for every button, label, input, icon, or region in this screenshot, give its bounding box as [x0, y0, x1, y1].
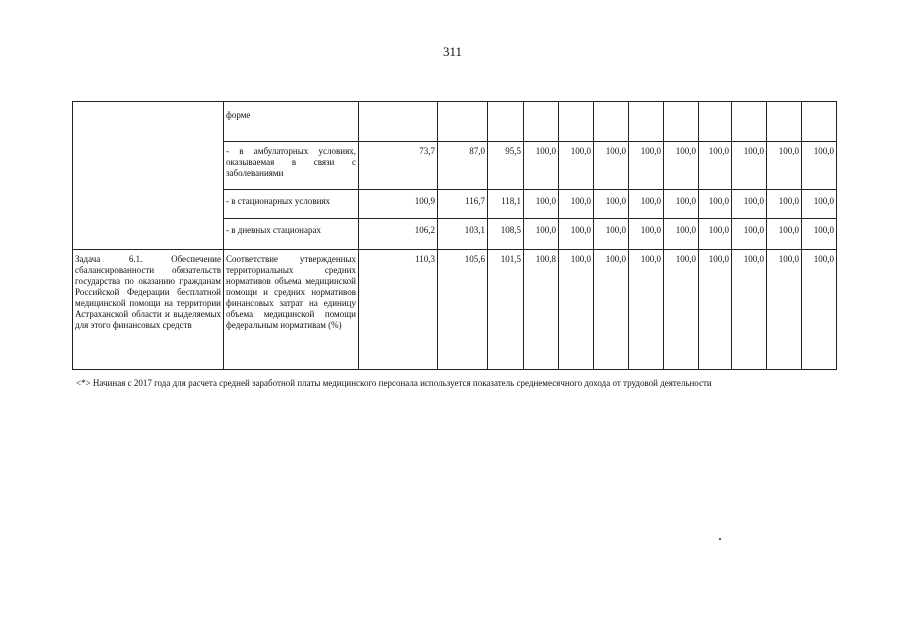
value-cell: 100,9	[359, 190, 438, 219]
value-cell	[559, 102, 594, 142]
task-cell: Задача 6.1. Обеспечение сбалансированности обязательств государства по оказанию гражданам Российской Федерации бесплатной медицинской помощи на территории Астраханской области и выделяемых для этого финансовых средств	[73, 250, 224, 370]
value-cell: 100,0	[802, 250, 837, 370]
value-cell: 105,6	[438, 250, 488, 370]
value-cell: 100,0	[594, 219, 629, 250]
indicator-cell: форме	[224, 102, 359, 142]
value-cell: 116,7	[438, 190, 488, 219]
value-cell	[359, 102, 438, 142]
value-cell	[767, 102, 802, 142]
value-cell: 100,0	[699, 142, 732, 190]
value-cell: 100,0	[559, 250, 594, 370]
value-cell: 100,0	[594, 190, 629, 219]
value-cell	[524, 102, 559, 142]
value-cell: 100,0	[732, 250, 767, 370]
indicators-table	[72, 101, 837, 370]
table-row	[73, 250, 837, 370]
value-cell	[488, 102, 524, 142]
value-cell: 100,0	[802, 190, 837, 219]
value-cell: 100,0	[594, 142, 629, 190]
value-cell: 100,0	[664, 219, 699, 250]
value-cell	[802, 102, 837, 142]
value-cell: 100,0	[524, 142, 559, 190]
value-cell: 100,0	[767, 142, 802, 190]
value-cell: 100,0	[732, 142, 767, 190]
value-cell: 100,0	[629, 142, 664, 190]
value-cell: 100,0	[524, 219, 559, 250]
value-cell: 100,0	[629, 250, 664, 370]
value-cell: 100,0	[664, 142, 699, 190]
value-cell: 100,0	[767, 190, 802, 219]
scan-speck	[719, 538, 721, 540]
page-number: 311	[442, 44, 463, 59]
value-cell: 101,5	[488, 250, 524, 370]
value-cell: 73,7	[359, 142, 438, 190]
value-cell: 100,0	[802, 219, 837, 250]
footnote: <*> Начиная с 2017 года для расчета средней заработной платы медицинского персонала используется показатель среднемесячного дохода от трудовой деятельности	[76, 378, 712, 388]
table-row	[73, 102, 837, 142]
value-cell: 100,0	[767, 250, 802, 370]
value-cell: 100,0	[732, 219, 767, 250]
task-cell-empty	[73, 102, 224, 250]
value-cell: 100,0	[594, 250, 629, 370]
indicator-cell: - в амбулаторных условиях, оказываемая в связи с заболеваниями	[224, 142, 359, 190]
value-cell	[594, 102, 629, 142]
value-cell: 100,0	[732, 190, 767, 219]
value-cell: 100,0	[629, 219, 664, 250]
value-cell: 108,5	[488, 219, 524, 250]
indicator-cell: - в стационарных условиях	[224, 190, 359, 219]
value-cell: 100,0	[664, 190, 699, 219]
value-cell	[699, 102, 732, 142]
value-cell: 100,0	[559, 142, 594, 190]
value-cell	[664, 102, 699, 142]
value-cell: 87,0	[438, 142, 488, 190]
value-cell: 110,3	[359, 250, 438, 370]
value-cell: 100,8	[524, 250, 559, 370]
value-cell: 103,1	[438, 219, 488, 250]
indicator-cell: - в дневных стационарах	[224, 219, 359, 250]
value-cell: 100,0	[699, 250, 732, 370]
value-cell: 100,0	[664, 250, 699, 370]
value-cell	[629, 102, 664, 142]
value-cell: 100,0	[767, 219, 802, 250]
value-cell: 100,0	[699, 190, 732, 219]
value-cell: 100,0	[802, 142, 837, 190]
value-cell	[438, 102, 488, 142]
value-cell: 100,0	[559, 190, 594, 219]
value-cell: 106,2	[359, 219, 438, 250]
value-cell: 118,1	[488, 190, 524, 219]
value-cell: 95,5	[488, 142, 524, 190]
value-cell: 100,0	[699, 219, 732, 250]
value-cell: 100,0	[559, 219, 594, 250]
value-cell	[732, 102, 767, 142]
value-cell: 100,0	[524, 190, 559, 219]
indicator-cell: Соответствие утвержденных территориальных средних нормативов объема медицинской помощи и средних нормативов финансовых затрат на единицу объема медицинской помощи федеральным нормативам (%)	[224, 250, 359, 370]
value-cell: 100,0	[629, 190, 664, 219]
